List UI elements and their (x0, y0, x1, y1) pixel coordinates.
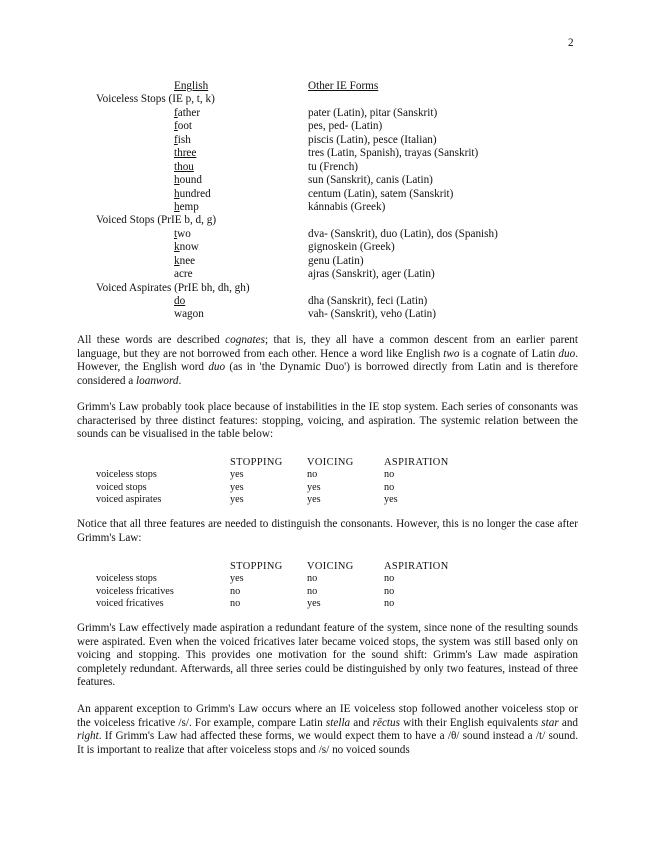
group-heading: Voiceless Stops (IE p, t, k) (96, 93, 215, 106)
cognate-row: do dha (Sanskrit), feci (Latin) (174, 295, 428, 307)
paragraph-after-grimm: Notice that all three features are needed to distinguish the consonants. However, this is no longer the case after Grimm's Law: (77, 518, 578, 544)
cognate-row: father pater (Latin), pitar (Sanskrit) (174, 106, 438, 119)
cognate-row: three tres (Latin, Spanish), trayas (Sanskrit) (174, 147, 479, 160)
cognate-row: wagon vah- (Sanskrit), veho (Latin) (174, 308, 436, 321)
cognate-row: hemp kánnabis (Greek) (174, 200, 386, 213)
cognate-row: hound sun (Sanskrit), canis (Latin) (174, 174, 433, 187)
table-row: voiced stops yes yes no (96, 481, 395, 493)
table-row: voiceless stops yes no no (96, 573, 395, 585)
feature-table-header: STOPPING VOICING ASPIRATION (230, 457, 449, 468)
feature-table-header: STOPPING VOICING ASPIRATION (230, 561, 449, 572)
cognate-row: fish piscis (Latin), pesce (Italian) (174, 133, 437, 146)
cognates-table (96, 80, 566, 322)
paragraph-stop-system: Grimm's Law probably took place because of instabilities in the IE stop system. Each series of consonants was characterised by three distinct features: stopping, voicing, and aspiration. The systemic relation between the sounds can be visualised in the table below: (77, 401, 578, 441)
group-heading: Voiced Aspirates (PrIE bh, dh, gh) (96, 281, 250, 294)
cognates-header-row (96, 80, 566, 93)
feature-table-after (96, 560, 461, 610)
group-heading: Voiced Stops (PrIE b, d, g) (96, 214, 217, 227)
table-row: voiced aspirates yes yes yes (96, 494, 398, 506)
english-column-header: English (174, 80, 209, 92)
paragraph-cognates: All these words are described cognates; that is, they all have a common descent from an earlier parent language, but they are not borrowed from each other. Hence a word like English two is a cognate of Latin duo. However, the English word duo (as in 'the Dynamic Duo') is borrowed directly from Latin and is therefore considered a loanword. (77, 334, 578, 387)
table-row: voiced fricatives no yes no (96, 598, 395, 610)
table-row: voiceless fricatives no no no (96, 585, 395, 597)
feature-table-before (96, 456, 461, 506)
cognate-row: foot pes, ped- (Latin) (174, 120, 383, 133)
table-row: voiceless stops yes no no (96, 469, 395, 481)
page-number: 2 (568, 37, 574, 49)
cognate-row: acre ajras (Sanskrit), ager (Latin) (174, 268, 435, 281)
paragraph-redundant-aspiration: Grimm's Law effectively made aspiration a redundant feature of the system, since none of the resulting sounds were aspirated. Even when the voiced fricatives later became voiced stops, the system was still based only on voicing and stopping. This provides one motivation for the sound shift: Grimm's Law made aspiration completely redundant. Afterwards, all three series could be distinguished by only two features, instead of three features. (77, 622, 578, 689)
cognate-row: knee genu (Latin) (174, 254, 364, 267)
other-ie-column-header: Other IE Forms (308, 80, 379, 92)
cognate-row: hundred centum (Latin), satem (Sanskrit) (174, 187, 454, 200)
cognate-row: know gignoskein (Greek) (174, 241, 395, 254)
cognate-row: two dva- (Sanskrit), duo (Latin), dos (Spanish) (174, 227, 498, 240)
cognate-row: thou tu (French) (174, 160, 359, 173)
paragraph-exception: An apparent exception to Grimm's Law occurs where an IE voiceless stop followed another voiceless stop or the voiceless fricative /s/. For example, compare Latin stella and rēctus with their English equivalents star and right. If Grimm's Law had affected these forms, we would expect them to have a /θ/ sound instead a /t/ sound. It is important to realize that after voiceless stops and /s/ no voiced sounds (77, 703, 579, 756)
